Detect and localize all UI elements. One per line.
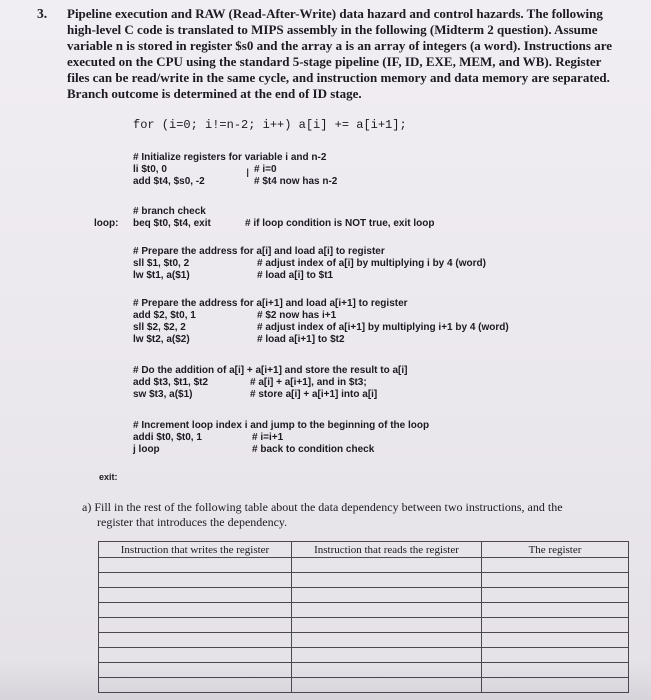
asm-comment: # load a[i] to $t1 (257, 270, 334, 281)
branch-comment: # branch check (133, 206, 206, 217)
asm-code: sll $1, $t0, 2 (133, 258, 190, 269)
table-cell[interactable] (292, 573, 482, 588)
part-a-text: a) Fill in the rest of the following table about the data dependency between two instructions, and the (82, 500, 563, 514)
table-cell[interactable] (482, 573, 629, 588)
asm-code: add $t3, $t1, $t2 (133, 377, 209, 388)
intro-line: executed on the CPU using the standard 5-stage pipeline (IF, ID, EXE, MEM, and WB). Register (67, 54, 602, 69)
asm-code: beq $t0, $t4, exit (133, 218, 211, 229)
inc-comment: # Increment loop index i and jump to the beginning of the loop (133, 420, 430, 431)
part-a-text: register that introduces the dependency. (97, 515, 288, 529)
loop-label: loop: (94, 218, 119, 229)
table-cell[interactable] (292, 558, 482, 573)
asm-comment: # a[i] + a[i+1], and in $t3; (250, 377, 367, 388)
column-header: Instruction that writes the register (99, 542, 292, 558)
intro-line: variable n is stored in register $s0 and the array a is an array of integers (a word). Instructions are (67, 38, 612, 53)
asm-comment: # $t4 now has n-2 (254, 176, 338, 187)
photo-shadow (0, 660, 651, 700)
asm-comment: # store a[i] + a[i+1] into a[i] (250, 389, 378, 400)
asm-code: add $t4, $s0, -2 (133, 176, 205, 187)
column-header: The register (482, 542, 629, 558)
asm-code: add $2, $t0, 1 (133, 310, 196, 321)
exit-label: exit: (99, 472, 118, 482)
asm-code: sw $t3, a($1) (133, 389, 193, 400)
c-code-line: for (i=0; i!=n-2; i++) a[i] += a[i+1]; (133, 118, 407, 132)
column-header: Instruction that reads the register (292, 542, 482, 558)
table-cell[interactable] (482, 633, 629, 648)
asm-comment: # adjust index of a[i] by multiplying i by 4 (word) (257, 258, 486, 269)
asm-comment: # load a[i+1] to $t2 (257, 334, 345, 345)
question-number: 3. (37, 6, 48, 21)
text-cursor-icon: I (246, 166, 250, 180)
asm-code: j loop (133, 444, 160, 455)
asm-comment: # i=0 (254, 164, 277, 175)
add-comment: # Do the addition of a[i] + a[i+1] and store the result to a[i] (133, 365, 408, 376)
table-cell[interactable] (482, 558, 629, 573)
table-cell[interactable] (292, 633, 482, 648)
prep2-comment: # Prepare the address for a[i+1] and load a[i+1] to register (133, 298, 408, 309)
table-cell[interactable] (292, 588, 482, 603)
table-header-row (99, 542, 629, 558)
table-cell[interactable] (99, 603, 292, 618)
table-row (99, 633, 629, 648)
table-row (99, 558, 629, 573)
table-cell[interactable] (482, 618, 629, 633)
table-cell[interactable] (99, 618, 292, 633)
table-row (99, 588, 629, 603)
asm-code: lw $t2, a($2) (133, 334, 190, 345)
table-cell[interactable] (99, 588, 292, 603)
init-comment: # Initialize registers for variable i and n-2 (133, 152, 327, 163)
asm-comment: # adjust index of a[i+1] by multiplying i+1 by 4 (word) (257, 322, 509, 333)
intro-line: high-level C code is translated to MIPS assembly in the following (Midterm 2 question). Assume (67, 22, 598, 37)
asm-comment: # back to condition check (252, 444, 375, 455)
table-cell[interactable] (482, 588, 629, 603)
table-cell[interactable] (292, 618, 482, 633)
table-cell[interactable] (482, 603, 629, 618)
table-row (99, 603, 629, 618)
table-row (99, 573, 629, 588)
intro-line: files can be read/write in the same cycle, and instruction memory and data memory are separated. (67, 70, 610, 85)
asm-comment: # $2 now has i+1 (257, 310, 337, 321)
question-intro (67, 6, 627, 102)
table-cell[interactable] (99, 573, 292, 588)
prep1-comment: # Prepare the address for a[i] and load a[i] to register (133, 246, 385, 257)
intro-line: Branch outcome is determined at the end of ID stage. (67, 86, 362, 101)
table-row (99, 618, 629, 633)
asm-comment: # if loop condition is NOT true, exit loop (245, 218, 435, 229)
asm-code: li $t0, 0 (133, 164, 167, 175)
asm-code: addi $t0, $t0, 1 (133, 432, 202, 443)
table-cell[interactable] (99, 633, 292, 648)
asm-code: sll $2, $2, 2 (133, 322, 186, 333)
asm-code: lw $t1, a($1) (133, 270, 190, 281)
table-cell[interactable] (292, 603, 482, 618)
asm-comment: # i=i+1 (252, 432, 284, 443)
intro-line: Pipeline execution and RAW (Read-After-Write) data hazard and control hazards. The following (67, 6, 603, 21)
table-cell[interactable] (99, 558, 292, 573)
